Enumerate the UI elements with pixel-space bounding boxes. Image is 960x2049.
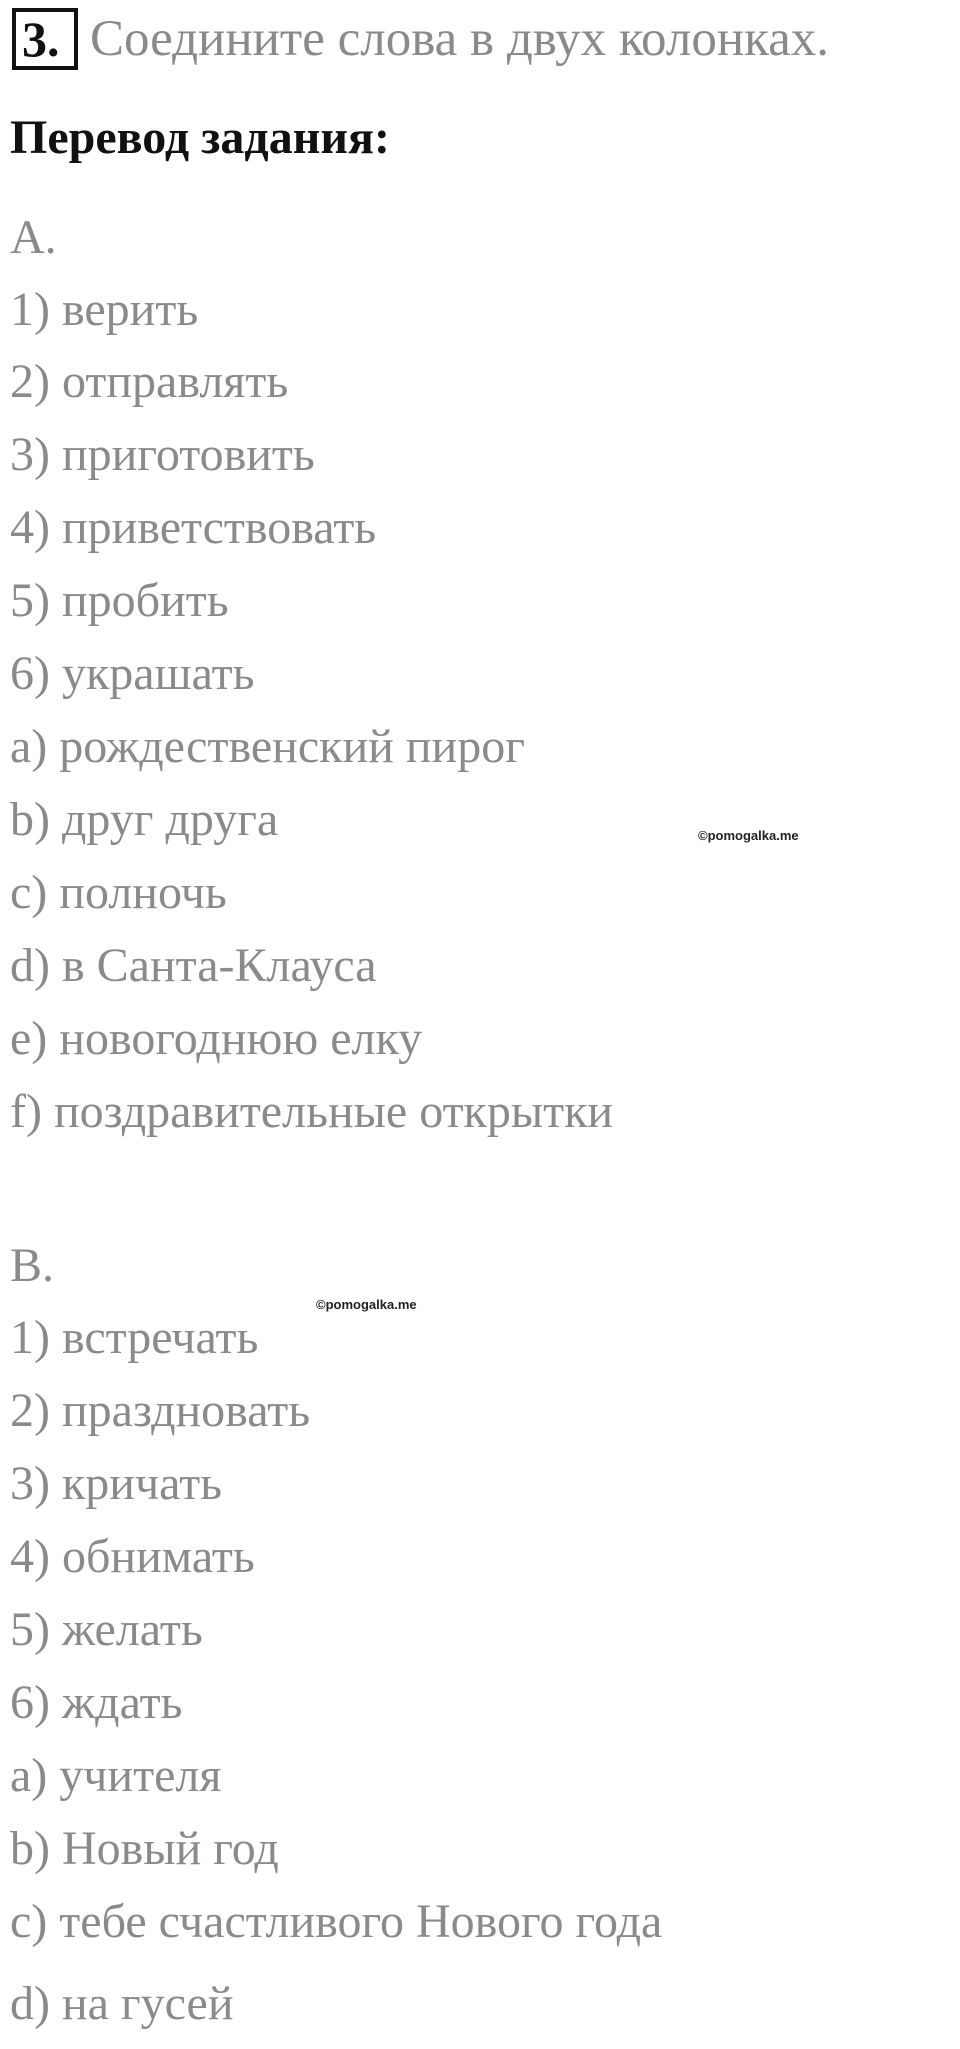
list-item: 4) приветствовать [10,501,377,554]
list-item: 1) верить [10,283,199,336]
list-item: 3) приготовить [10,428,315,481]
list-item: 6) ждать [10,1676,183,1729]
list-item: b) Новый год [10,1822,279,1875]
task-number: 3. [12,8,78,70]
task-instruction: Соедините слова в двух колонках. [90,11,830,67]
watermark: ©pomogalka.me [316,1297,417,1312]
list-item: 6) украшать [10,647,255,700]
list-item: 2) отправлять [10,355,289,408]
section-a-heading: A. [10,211,57,264]
list-item: e) новогоднюю елку [10,1012,423,1065]
list-item: 1) встречать [10,1311,259,1364]
list-item: d) на гусей [10,1977,234,2030]
list-item: 3) кричать [10,1457,223,1510]
watermark: ©pomogalka.me [698,828,799,843]
list-item: a) учителя [10,1749,222,1802]
list-item: d) в Санта-Клауса [10,939,377,992]
list-item: 2) праздновать [10,1384,311,1437]
list-item: 5) пробить [10,574,229,627]
section-b-heading: B. [10,1239,55,1292]
list-item: a) рождественский пирог [10,720,525,773]
list-item: f) поздравительные открытки [10,1085,614,1138]
task-header [12,8,829,70]
translation-heading: Перевод задания: [10,111,390,164]
list-item: b) друг друга [10,793,279,846]
list-item: 4) обнимать [10,1530,255,1583]
list-item: 5) желать [10,1603,203,1656]
list-item: c) полночь [10,866,227,919]
list-item: c) тебе счастливого Нового года [10,1895,663,1948]
